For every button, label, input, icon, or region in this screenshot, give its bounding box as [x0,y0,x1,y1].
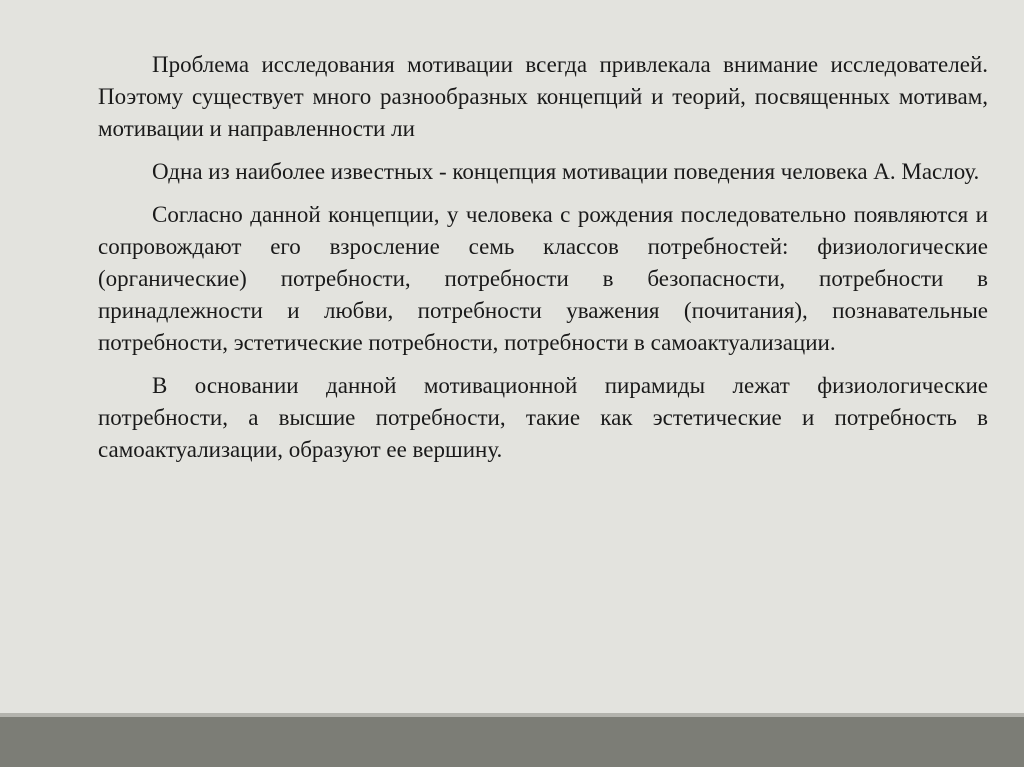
footer-band [0,717,1024,767]
paragraph-maslow-concept: Одна из наиболее известных - концепция мотивации поведения человека А. Маслоу. [152,159,980,184]
paragraph-pyramid-base: В основании данной мотивационной пирамиды лежат физиологические потребности, а высшие потребности, такие как эстетические и потребность в самоактуализации, образуют ее вершину. [98,373,988,462]
paragraph-needs-classes: Согласно данной концепции, у человека с рождения последовательно появляются и сопровождают его взросление семь классов потребностей: физиологические (органические) потребности, потребности в безопасности, потребности в принадлежности и любви, потребности уважения (почитания), познавательные потребности, эстетические потребности, потребности в самоактуализации. [98,202,988,355]
paragraph-research-problem: Проблема исследования мотивации всегда привлекала внимание исследователей. Поэтому существует много разнообразных концепций и теорий, посвященных мотивам, мотивации и направленности ли [98,52,988,141]
slide-body-text [98,49,988,477]
